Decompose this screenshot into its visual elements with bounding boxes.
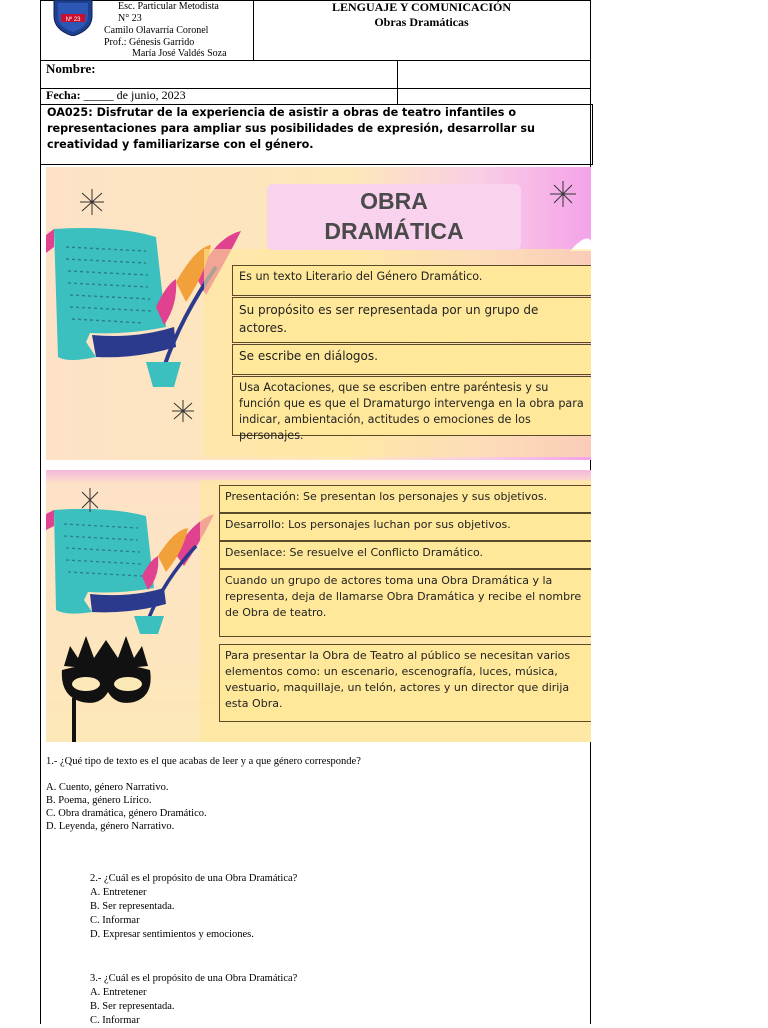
infographic-title-2: DRAMÁTICA bbox=[324, 218, 464, 244]
stage-box-2: Desarrollo: Los personajes luchan por sus objetivos. bbox=[219, 513, 591, 541]
topic-title: Obras Dramáticas bbox=[374, 15, 469, 29]
q3-option-a[interactable]: A. Entretener bbox=[90, 987, 147, 998]
q1-option-d[interactable]: D. Leyenda, género Narrativo. bbox=[46, 821, 175, 832]
svg-text:Nº 23: Nº 23 bbox=[65, 17, 81, 23]
objective-text: OA025: Disfrutar de la experiencia de asistir a obras de teatro infantiles o representaciones para ampliar sus posibilidades de expresión, desarrollar su creatividad y familiarizarse con el género. bbox=[47, 106, 536, 151]
q1-option-b[interactable]: B. Poema, género Lírico. bbox=[46, 795, 152, 806]
q2-option-c[interactable]: C. Informar bbox=[90, 915, 140, 926]
question-3 bbox=[90, 972, 570, 1028]
stage-box-1: Presentación: Se presentan los personajes y sus objetivos. bbox=[219, 485, 591, 513]
q1-option-a[interactable]: A. Cuento, género Narrativo. bbox=[46, 782, 169, 793]
infographic-obra-dramatica bbox=[46, 167, 591, 460]
theatre-mask-icon bbox=[62, 636, 151, 742]
info-box-2: Su propósito es ser representada por un grupo de actores. bbox=[232, 297, 591, 343]
stage-box-5: Para presentar la Obra de Teatro al público se necesitan varios elementos como: un escenario, escenografía, luces, música, vestuario, maquillaje, un telón, actores y un director que dirija esta Obra. bbox=[219, 644, 591, 722]
school-number: N° 23 bbox=[118, 13, 142, 24]
school-director: Camilo Olavarría Coronel bbox=[104, 25, 209, 36]
info-box-3: Se escribe en diálogos. bbox=[232, 344, 591, 375]
question-1-text: 1.- ¿Qué tipo de texto es el que acabas de leer y a que género corresponde? bbox=[46, 756, 361, 767]
info-box-1: Es un texto Literario del Género Dramático. bbox=[232, 265, 591, 296]
q2-option-b[interactable]: B. Ser representada. bbox=[90, 901, 175, 912]
info-box-4: Usa Acotaciones, que se escriben entre paréntesis y su función que es que el Dramaturgo intervenga en la obra para indicar, ambientación, actitudes o emociones de los personajes. bbox=[232, 376, 591, 436]
q3-option-c[interactable]: C. Informar bbox=[90, 1015, 140, 1026]
question-2-text: 2.- ¿Cuál es el propósito de una Obra Dramática? bbox=[90, 873, 298, 884]
date-field: Fecha: _____ de junio, 2023 bbox=[46, 88, 186, 102]
q2-option-a[interactable]: A. Entretener bbox=[90, 887, 147, 898]
question-2 bbox=[90, 872, 570, 942]
teacher-name: Prof.: Génesis Garrido bbox=[104, 37, 195, 48]
school-crest bbox=[52, 0, 94, 36]
question-1 bbox=[46, 755, 586, 833]
subject-title: LENGUAJE Y COMUNICACIÓN bbox=[331, 0, 512, 14]
stage-box-3: Desenlace: Se resuelve el Conflicto Dramático. bbox=[219, 541, 591, 569]
q2-option-d[interactable]: D. Expresar sentimientos y emociones. bbox=[90, 929, 254, 940]
stage-box-4: Cuando un grupo de actores toma una Obra Dramática y la representa, deja de llamarse Obra Dramática y recibe el nombre de Obra de teatro. bbox=[219, 569, 591, 637]
q3-option-b[interactable]: B. Ser representada. bbox=[90, 1001, 175, 1012]
school-name: Esc. Particular Metodista bbox=[118, 1, 219, 12]
teacher-name-2: María José Valdés Soza bbox=[132, 48, 227, 59]
infographic-title-1: OBRA bbox=[360, 188, 428, 214]
question-3-text: 3.- ¿Cuál es el propósito de una Obra Dramática? bbox=[90, 973, 298, 984]
infographic-estructura bbox=[46, 470, 591, 742]
name-label: Nombre: bbox=[46, 61, 96, 76]
q1-option-c[interactable]: C. Obra dramática, género Dramático. bbox=[46, 808, 207, 819]
